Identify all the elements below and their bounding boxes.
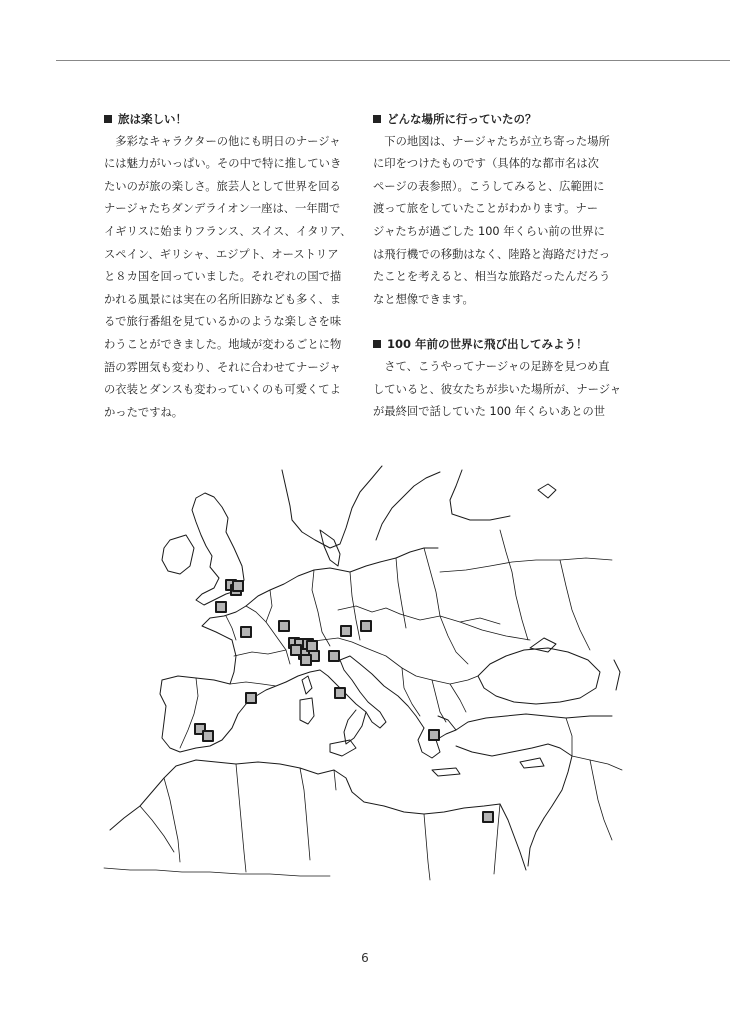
border xyxy=(590,760,612,840)
coast-black-sea xyxy=(478,648,600,704)
text-line: ナージャたちダンデライオン一座は、一年間で xyxy=(104,202,341,216)
border xyxy=(236,764,246,872)
location-marker xyxy=(246,693,256,703)
paragraph-travel xyxy=(104,131,356,425)
border xyxy=(366,648,478,684)
coast-iberia xyxy=(160,676,286,752)
text-line: イギリスに始まりフランス、スイス、イタリア、 xyxy=(104,224,352,238)
border xyxy=(230,682,276,686)
border xyxy=(140,806,174,852)
text-line: るで旅行番組を見ているかのような楽しさを味 xyxy=(104,315,342,329)
text-line: の衣装とダンスも変わっていくのも可愛くてよ xyxy=(104,383,341,397)
location-marker xyxy=(341,626,351,636)
border xyxy=(300,768,310,860)
left-column xyxy=(104,108,356,424)
coast-anatolia xyxy=(456,714,612,730)
border xyxy=(246,606,266,622)
border xyxy=(566,718,572,756)
coast-scandinavia xyxy=(282,466,382,548)
coast-scandinavia-2 xyxy=(376,472,440,540)
page-number: 6 xyxy=(361,951,369,965)
square-bullet-icon xyxy=(373,340,381,348)
location-marker xyxy=(241,627,251,637)
text-line: には魅力がいっぱい。その中で特に推していき xyxy=(104,157,342,171)
location-markers xyxy=(195,580,493,822)
text-line: に印をつけたものです（具体的な都市名は次 xyxy=(373,157,599,171)
location-marker xyxy=(216,602,226,612)
coast-caspian xyxy=(614,660,620,690)
text-line: かれる風景には実在の名所旧跡なども多く、ま xyxy=(104,292,342,306)
text-line: わうことができました。地域が変わるごとに物 xyxy=(104,337,342,351)
section-gap xyxy=(373,311,625,333)
border xyxy=(424,548,440,616)
section-heading-places: どんな場所に行っていたの？ xyxy=(373,108,625,131)
text-line: ジャたちが過ごした 100 年くらい前の世界に xyxy=(373,224,605,238)
location-marker xyxy=(483,812,493,822)
location-marker xyxy=(361,621,371,631)
location-marker xyxy=(335,688,345,698)
coast-north-continent xyxy=(246,548,438,606)
border xyxy=(500,530,528,640)
text-line: していると、彼女たちが歩いた場所が、ナージャ xyxy=(373,382,622,396)
text-line: が最終回で話していた 100 年くらいあとの世 xyxy=(373,405,606,419)
coast-italy-south xyxy=(344,710,366,744)
coast-levant xyxy=(544,756,572,818)
border xyxy=(560,560,590,650)
coast-cyprus xyxy=(520,758,544,768)
location-marker xyxy=(279,621,289,631)
text-line: さて、こうやってナージャの足跡を見つめ直 xyxy=(373,359,610,373)
border xyxy=(424,814,430,880)
text-line: かったですね。 xyxy=(104,405,184,419)
paragraph-100-years xyxy=(373,356,625,424)
border xyxy=(334,770,336,790)
location-marker xyxy=(301,655,311,665)
text-line: スペイン、ギリシャ、エジプト、オーストリア xyxy=(104,247,339,261)
location-marker xyxy=(329,651,339,661)
coast-corsica xyxy=(302,676,312,694)
coast-france-atlantic xyxy=(202,606,246,684)
text-line: ページの表参照）。こうしてみると、広範囲に xyxy=(373,179,605,193)
text-line: たことを考えると、相当な旅路だったんだろう xyxy=(373,270,611,284)
square-bullet-icon xyxy=(104,115,112,123)
border xyxy=(450,684,466,712)
coast-arctic-fragment xyxy=(538,484,556,498)
border xyxy=(226,616,236,640)
text-line: たいのが旅の楽しさ。旅芸人として世界を回る xyxy=(104,179,341,193)
border xyxy=(104,868,330,876)
coastlines xyxy=(110,466,620,870)
text-line: 渡って旅をしていたことがわかります。ナー xyxy=(373,202,599,216)
border xyxy=(440,558,612,572)
right-column xyxy=(373,108,625,424)
section-heading-travel: 旅は楽しい！ xyxy=(104,108,356,131)
border xyxy=(494,804,500,874)
coast-crimea xyxy=(530,638,556,652)
location-marker xyxy=(233,581,243,591)
border xyxy=(396,558,406,628)
europe-map xyxy=(100,460,625,885)
top-rule xyxy=(56,60,730,61)
border xyxy=(432,680,446,722)
text-line: 多彩なキャラクターの他にも明日のナージャ xyxy=(104,134,341,148)
section-heading-100-years: 100 年前の世界に飛び出してみよう！ xyxy=(373,333,625,356)
border xyxy=(400,614,500,624)
location-marker xyxy=(291,645,301,655)
location-marker xyxy=(203,731,213,741)
paragraph-places xyxy=(373,131,625,312)
location-marker xyxy=(307,641,317,651)
border xyxy=(460,622,530,640)
coast-med-north xyxy=(286,656,424,728)
location-marker xyxy=(429,730,439,740)
coast-anatolia-south xyxy=(456,744,572,756)
coast-finland xyxy=(450,470,510,520)
text-line: なと想像できます。 xyxy=(373,292,474,306)
border xyxy=(402,668,420,716)
europe-map-svg xyxy=(100,460,625,885)
border xyxy=(312,570,330,646)
coast-sinai xyxy=(500,804,526,870)
coast-sardinia xyxy=(300,698,314,724)
coast-red-sea xyxy=(528,818,544,866)
border xyxy=(180,678,198,748)
text-line: と８カ国を回っていました。それぞれの国で描 xyxy=(104,270,342,284)
border xyxy=(234,650,286,656)
coast-ireland xyxy=(162,535,194,574)
country-borders xyxy=(104,530,622,880)
square-bullet-icon xyxy=(373,115,381,123)
coast-sicily xyxy=(330,740,356,756)
border xyxy=(572,756,622,770)
text-line: 下の地図は、ナージャたちが立ち寄った場所 xyxy=(373,134,610,148)
border xyxy=(338,606,400,614)
coast-crete xyxy=(432,768,460,776)
text-line: は飛行機での移動はなく、陸路と海路だけだっ xyxy=(373,247,611,261)
text-line: 語の雰囲気も変わり、それに合わせてナージャ xyxy=(104,360,341,374)
